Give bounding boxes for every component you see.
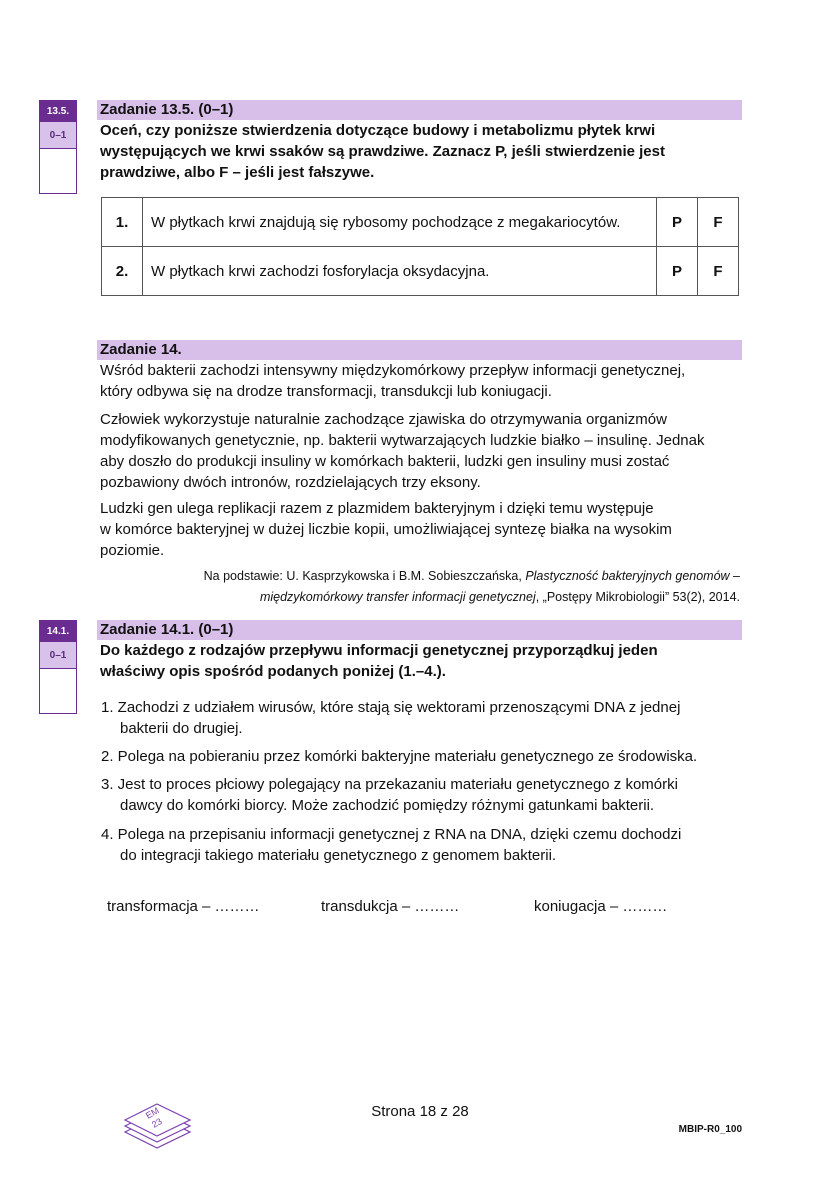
instruction-line: Do każdego z rodzajów przepływu informacji genetycznej przyporządkuj jeden: [100, 642, 658, 659]
answer-label: transdukcja –: [321, 898, 415, 915]
exam-code: MBIP-R0_100: [678, 1124, 742, 1135]
true-option[interactable]: P: [657, 198, 698, 247]
answer-koniugacja: [534, 898, 667, 915]
points-label: 0–1: [40, 121, 76, 149]
statement-text: W płytkach krwi znajdują się rybosomy pochodzące z megakariocytów.: [143, 198, 657, 247]
table-row: [102, 247, 739, 296]
answer-blank[interactable]: ………: [414, 898, 460, 915]
answer-transformacja: [107, 898, 260, 915]
intro-paragraph-1: [100, 360, 740, 402]
statement-number: 2.: [102, 247, 143, 296]
citation-journal: , „Postępy Mikrobiologii” 53(2), 2014.: [535, 590, 740, 604]
true-false-table: [101, 197, 739, 296]
task-number-label: 14.1.: [40, 621, 76, 641]
task-14-header: Zadanie 14.: [97, 340, 742, 360]
score-box-13-5: [39, 100, 77, 194]
text-line: który odbywa się na drodze transformacji, transdukcji lub koniugacji.: [100, 383, 552, 400]
task-14-1-header: Zadanie 14.1. (0–1): [97, 620, 742, 640]
answer-blank[interactable]: ………: [622, 898, 668, 915]
instruction-line: prawdziwe, albo F – jeśli jest fałszywe.: [100, 164, 375, 181]
source-citation: [150, 566, 740, 608]
page-number: Strona 18 z 28: [371, 1103, 469, 1120]
option-1: [101, 697, 741, 739]
citation-authors: Na podstawie: U. Kasprzykowska i B.M. Sobieszczańska,: [203, 569, 526, 583]
text-line: Wśród bakterii zachodzi intensywny międzykomórkowy przepływ informacji genetycznej,: [100, 362, 686, 379]
option-text-continued: dawcy do komórki biorcy. Może zachodzić pomiędzy różnymi gatunkami bakterii.: [120, 797, 655, 814]
logo-text-year: 23: [150, 1116, 164, 1130]
answer-label: koniugacja –: [534, 898, 623, 915]
text-line: Ludzki gen ulega replikacji razem z plazmidem bakteryjnym i dzięki temu występuje: [100, 500, 654, 517]
option-text: 3. Jest to proces płciowy polegający na przekazaniu materiału genetycznego z komórki: [101, 776, 678, 793]
option-text: 4. Polega na przepisaniu informacji genetycznej z RNA na DNA, dzięki czemu dochodzi: [101, 826, 682, 843]
option-text: 1. Zachodzi z udziałem wirusów, które stają się wektorami przenoszącymi DNA z jednej: [101, 699, 681, 716]
text-line: poziomie.: [100, 542, 165, 559]
answer-blank[interactable]: ………: [214, 898, 260, 915]
instruction-line: występujących we krwi ssaków są prawdziwe. Zaznacz P, jeśli stwierdzenie jest: [100, 143, 665, 160]
task-14-1-instruction: [100, 640, 740, 682]
option-3: [101, 774, 741, 816]
task-13-5-header: Zadanie 13.5. (0–1): [97, 100, 742, 120]
instruction-line: Oceń, czy poniższe stwierdzenia dotyczące budowy i metabolizmu płytek krwi: [100, 122, 656, 139]
intro-paragraph-3: [100, 498, 740, 561]
statement-text: W płytkach krwi zachodzi fosforylacja oksydacyjna.: [143, 247, 657, 296]
text-line: aby doszło do produkcji insuliny w komórkach bakterii, ludzki gen insuliny musi zostać: [100, 453, 670, 470]
option-4: [101, 824, 741, 866]
option-text-continued: bakterii do drugiej.: [120, 720, 243, 737]
text-line: Człowiek wykorzystuje naturalnie zachodzące zjawiska do otrzymywania organizmów: [100, 411, 667, 428]
option-text-continued: do integracji takiego materiału genetycznego z genomem bakterii.: [120, 847, 557, 864]
task-number-label: 13.5.: [40, 101, 76, 121]
text-line: pozbawiony dwóch intronów, rozdzielających trzy eksony.: [100, 474, 481, 491]
text-line: w komórce bakteryjnej w dużej liczbie kopii, umożliwiającej syntezę białka na wysokim: [100, 521, 672, 538]
instruction-line: właściwy opis spośród podanych poniżej (1.–4.).: [100, 663, 446, 680]
score-field[interactable]: [40, 669, 76, 713]
false-option[interactable]: F: [698, 247, 739, 296]
task-13-5-instruction: [100, 120, 740, 183]
score-box-14-1: [39, 620, 77, 714]
option-text: 2. Polega na pobieraniu przez komórki bakteryjne materiału genetycznego ze środowiska.: [101, 748, 698, 765]
score-field[interactable]: [40, 149, 76, 193]
text-line: modyfikowanych genetycznie, np. bakterii wytwarzających ludzkie białko – insulinę. Jednak: [100, 432, 705, 449]
intro-paragraph-2: [100, 409, 740, 493]
logo-text-em: EM: [144, 1105, 161, 1121]
answer-transdukcja: [321, 898, 459, 915]
table-row: [102, 198, 739, 247]
answer-label: transformacja –: [107, 898, 215, 915]
statement-number: 1.: [102, 198, 143, 247]
false-option[interactable]: F: [698, 198, 739, 247]
option-2: [101, 746, 741, 767]
citation-title: międzykomórkowy transfer informacji genetycznej: [259, 590, 536, 604]
true-option[interactable]: P: [657, 247, 698, 296]
citation-title: Plastyczność bakteryjnych genomów –: [525, 569, 740, 583]
points-label: 0–1: [40, 641, 76, 669]
